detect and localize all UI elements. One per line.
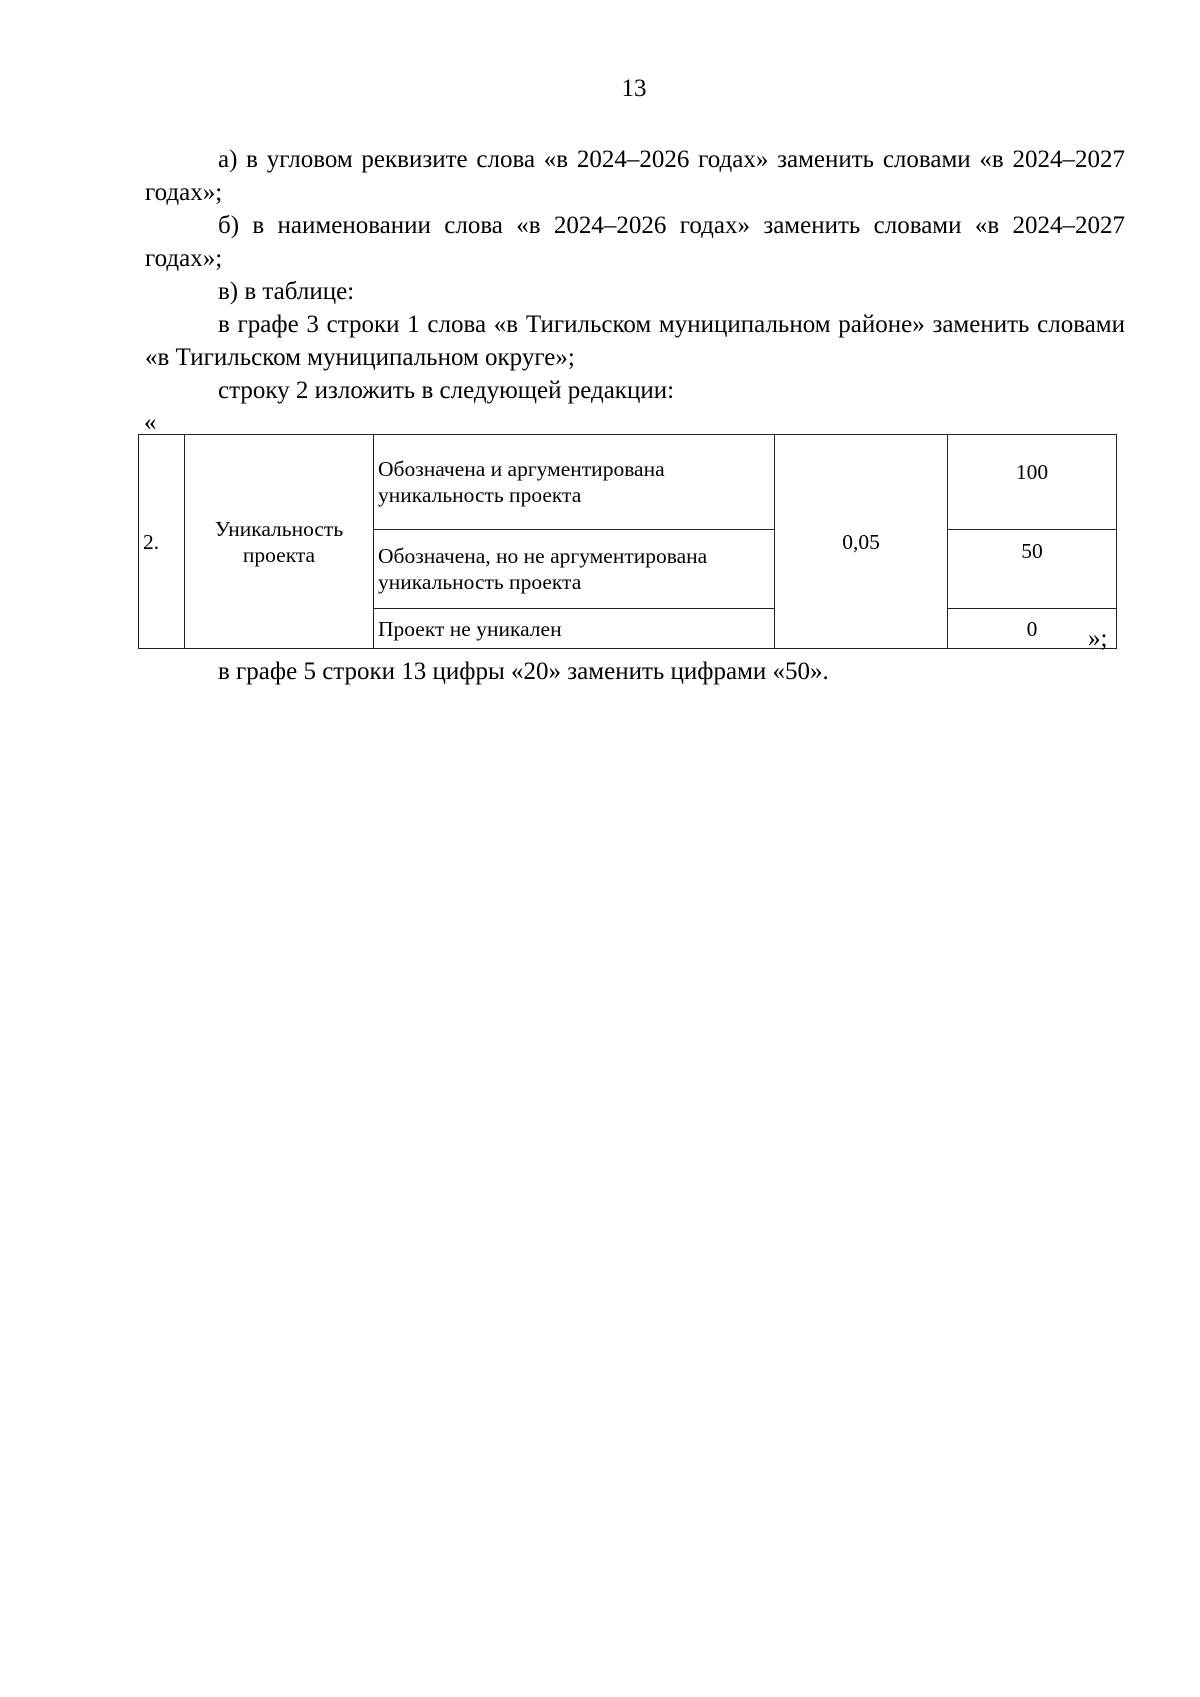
table-row bbox=[139, 435, 1117, 530]
criterion-score: 0 bbox=[948, 609, 1117, 649]
criterion-weight: 0,05 bbox=[775, 435, 948, 649]
criterion-description: Проект не уникален bbox=[374, 609, 775, 649]
paragraph-v: в) в таблице: bbox=[218, 278, 355, 305]
criterion-description: Обозначена, но не аргументирована уникальность проекта bbox=[374, 530, 775, 609]
amendment-table bbox=[138, 434, 1117, 649]
criterion-name: Уникальность проекта bbox=[185, 435, 374, 649]
page-number: 13 bbox=[621, 75, 647, 102]
paragraph-a: а) в угловом реквизите слова «в 2024–2026 годах» заменить словами «в 2024–2027 годах»; bbox=[145, 146, 1125, 206]
paragraph-row2-intro: строку 2 изложить в следующей редакции: bbox=[218, 377, 675, 404]
criterion-description: Обозначена и аргументирована уникальность проекта bbox=[374, 435, 775, 530]
row-number: 2. bbox=[139, 435, 185, 649]
final-paragraph: в графе 5 строки 13 цифры «20» заменить цифрами «50». bbox=[218, 658, 829, 685]
paragraph-b: б) в наименовании слова «в 2024–2026 годах» заменить словами «в 2024–2027 годах»; bbox=[145, 212, 1125, 272]
criterion-score: 50 bbox=[948, 530, 1117, 609]
criterion-score: 100 bbox=[948, 435, 1117, 530]
closing-quote: »; bbox=[1088, 625, 1108, 652]
amendment-text bbox=[145, 143, 1125, 407]
paragraph-column3: в графе 3 строки 1 слова «в Тигильском муниципальном районе» заменить словами «в Тигильском муниципальном округе»; bbox=[145, 311, 1125, 371]
opening-quote: « bbox=[144, 409, 157, 436]
